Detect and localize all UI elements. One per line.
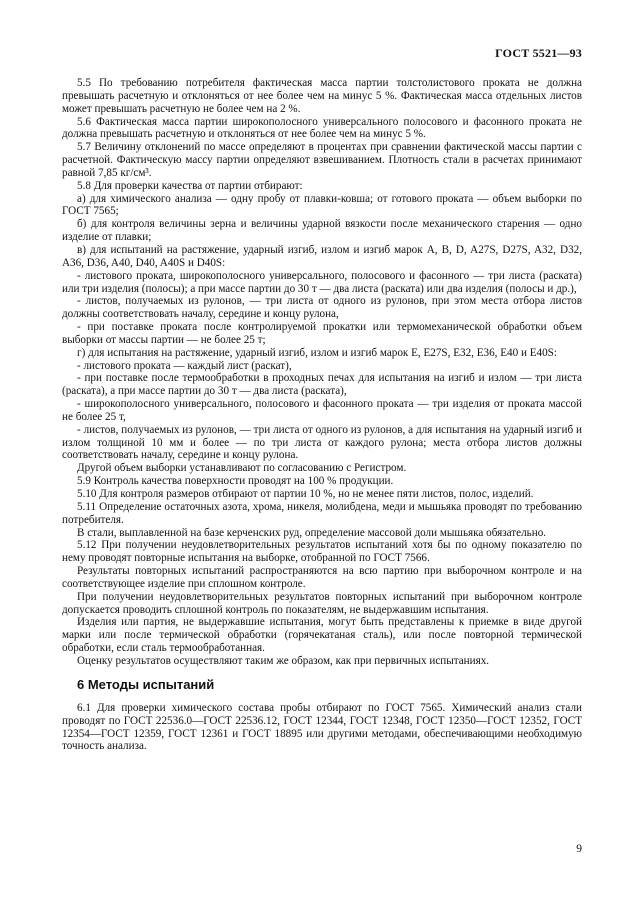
paragraph: Изделия или партия, не выдержавшие испытания, могут быть представлены к приемке в виде другой марки или после термической обработки (горячекатаная сталь), или после повторной термической обработки, если сталь термообработанная.	[62, 616, 582, 655]
paragraph: 5.8 Для проверки качества от партии отбирают:	[77, 179, 303, 192]
paragraph: а) для химического анализа — одну пробу от плавки-ковша; от готового проката — объем выборки по ГОСТ 7565;	[62, 192, 582, 218]
paragraph: - широкополосного универсального, полосового и фасонного проката — три изделия от проката массой не более 25 т,	[62, 398, 582, 423]
paragraph: г) для испытания на растяжение, ударный изгиб, излом и изгиб марок E, E27S, E32, E36, E40 и E40S:	[77, 346, 557, 359]
paragraph: б) для контроля величины зерна и величины ударной вязкости после механического старения — одно изделие от плавки;	[62, 218, 582, 244]
paragraphs-before	[62, 77, 582, 668]
paragraph: - при поставке проката после контролируемой прокатки или термомеханической обработки объем выборки от массы партии — не более 25 т;	[62, 321, 582, 346]
paragraph: В стали, выплавленной на базе керченских руд, определение массовой доли мышьяка обязательно.	[77, 526, 547, 539]
document-header: ГОСТ 5521—93	[495, 46, 582, 60]
paragraph: 5.7 Величину отклонений по массе определяют в процентах при сравнении фактической массы партии с расчетной. Фактическую массу партии определяют взвешиванием. Плотность стали в расчетах принимают равной 7,85 кг/см³.	[62, 141, 582, 179]
paragraph: - при поставке после термообработки в проходных печах для испытания на изгиб и излом — три листа (раската), а при массе партии до 30 т — два листа (раската),	[62, 372, 582, 398]
paragraph: Другой объем выборки устанавливают по согласованию с Регистром.	[77, 462, 407, 475]
paragraph: 5.11 Определение остаточных азота, хрома, никеля, молибдена, меди и мышьяка проводят по требованию потребителя.	[62, 500, 582, 526]
page-body	[62, 77, 582, 753]
paragraph: 5.9 Контроль качества поверхности проводят на 100 % продукции.	[77, 475, 394, 488]
page-number: 9	[576, 843, 582, 855]
paragraph: 5.10 Для контроля размеров отбирают от партии 10 %, но не менее пяти листов, полос, изделий.	[77, 488, 534, 500]
paragraphs-after	[62, 702, 582, 753]
paragraph: 5.6 Фактическая масса партии широкополосного универсального полосового и фасонного проката не должна превышать расчетную и отклоняться от нее более чем на минус 5 %.	[62, 115, 582, 141]
paragraph: Результаты повторных испытаний распространяются на всю партию при выборочном контроле и на соответствующее изделие при сплошном контроле.	[62, 565, 582, 590]
paragraph: 5.5 По требованию потребителя фактическая масса партии толстолистового проката не должна превышать расчетную и отклоняться от нее более чем на минус 5 %. Фактическая масса отдельных листов может превышать расчетную не более чем на 2 %.	[62, 77, 582, 115]
paragraph: - листового проката — каждый лист (раскат),	[77, 359, 292, 372]
paragraph: 5.12 При получении неудовлетворительных результатов испытаний хотя бы по одному показателю по нему проводят повторные испытания на выборке, отобранной по ГОСТ 7566.	[62, 539, 582, 565]
paragraph: - листов, получаемых из рулонов, — три листа от одного из рулонов, а для испытания на ударный изгиб и излом толщиной 10 мм и более — по три листа от каждого рулона; места отбора листов должны соответствовать началу, середине и концу рулона.	[62, 423, 582, 462]
section-title: 6 Методы испытаний	[77, 676, 215, 692]
paragraph: в) для испытаний на растяжение, ударный изгиб, излом и изгиб марок A, B, D, A27S, D27S, A32, D32, A36, D36, A40, D40, A40S и D40S:	[62, 243, 582, 269]
paragraph: - листов, получаемых из рулонов, — три листа от одного из рулонов, при этом места отбора листов должны соответствовать началу, середине и концу рулона,	[62, 295, 582, 321]
paragraph: Оценку результатов осуществляют таким же образом, как при первичных испытаниях.	[77, 654, 490, 667]
paragraph: При получении неудовлетворительных результатов повторных испытаний при выборочном контроле допускается проводить сплошной контроль по показателям, не выдержавшим испытания.	[62, 590, 582, 616]
paragraph: - листового проката, широкополосного универсального, полосового и фасонного — три листа (раската) или три изделия (полосы); а при массе партии до 30 т — два листа (раската) или два изделия (полосы и др.),	[62, 269, 582, 295]
paragraph: 6.1 Для проверки химического состава пробы отбирают по ГОСТ 7565. Химический анализ стали проводят по ГОСТ 22536.0—ГОСТ 22536.12, ГОСТ 12344, ГОСТ 12348, ГОСТ 12350—ГОСТ 12352, ГОСТ 12354—ГОСТ 12359, ГОСТ 12361 и ГОСТ 18895 или другими методами, обеспечивающими необходимую точность анализа.	[62, 701, 582, 753]
